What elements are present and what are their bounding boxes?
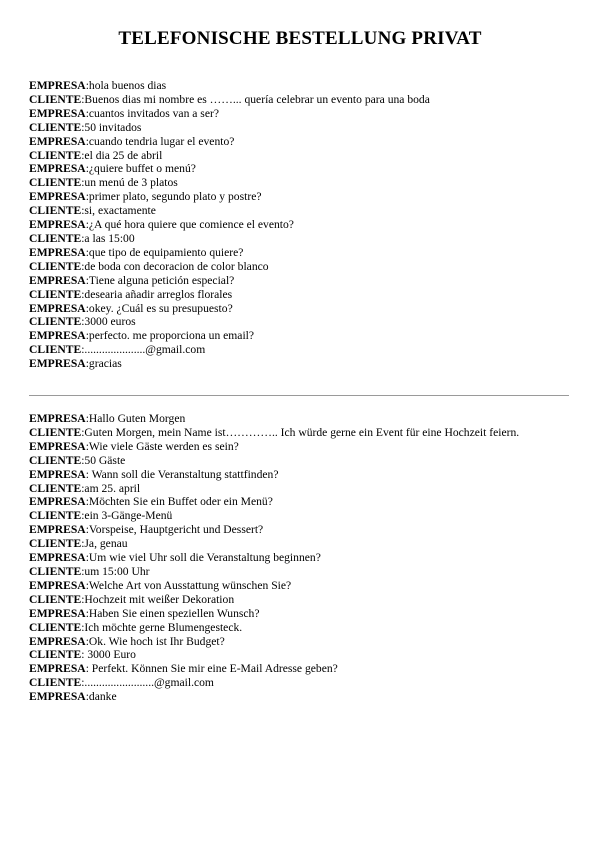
speaker-label: EMPRESA <box>29 523 86 537</box>
dialog-line <box>29 495 574 509</box>
speaker-label: EMPRESA <box>29 134 86 148</box>
utterance-text: :3000 euros <box>81 315 136 329</box>
speaker-label: CLIENTE <box>29 592 82 606</box>
speaker-label: EMPRESA <box>29 357 86 371</box>
dialog-line <box>29 107 574 121</box>
dialog-line <box>29 121 574 135</box>
dialog-line <box>29 509 574 523</box>
utterance-text: :desearia añadir arreglos florales <box>81 287 233 301</box>
utterance-text: :gracias <box>85 357 122 371</box>
utterance-text: :a las 15:00 <box>81 231 135 245</box>
dialog-line <box>29 260 574 274</box>
speaker-label: EMPRESA <box>29 79 86 92</box>
speaker-label: EMPRESA <box>29 578 86 592</box>
utterance-text: :Haben Sie einen speziellen Wunsch? <box>85 606 260 620</box>
dialog-line <box>29 662 574 676</box>
dialog-line <box>29 343 574 357</box>
utterance-text: :Ich möchte gerne Blumengesteck. <box>81 620 243 634</box>
speaker-label: CLIENTE <box>29 148 82 162</box>
dialog-line <box>29 440 574 454</box>
utterance-text: :Ok. Wie hoch ist Ihr Budget? <box>85 634 225 648</box>
speaker-label: CLIENTE <box>29 120 82 134</box>
speaker-label: EMPRESA <box>29 273 86 287</box>
dialog-line <box>29 523 574 537</box>
section-divider <box>29 395 569 396</box>
speaker-label: CLIENTE <box>29 648 82 662</box>
utterance-text: :okey. ¿Cuál es su presupuesto? <box>85 301 233 315</box>
utterance-text: :Um wie viel Uhr soll die Veranstaltung beginnen? <box>85 551 321 565</box>
speaker-label: EMPRESA <box>29 439 86 453</box>
utterance-text: :hola buenos dias <box>85 79 167 92</box>
speaker-label: EMPRESA <box>29 190 86 204</box>
speaker-label: CLIENTE <box>29 204 82 218</box>
speaker-label: CLIENTE <box>29 509 82 523</box>
utterance-text: :¿quiere buffet o menú? <box>85 162 196 176</box>
dialog-german <box>29 412 574 704</box>
dialog-line <box>29 468 574 482</box>
dialog-spanish <box>29 79 574 371</box>
utterance-text: :50 Gäste <box>81 453 126 467</box>
speaker-label: CLIENTE <box>29 620 82 634</box>
dialog-line <box>29 607 574 621</box>
speaker-label: CLIENTE <box>29 92 82 106</box>
dialog-line <box>29 274 574 288</box>
speaker-label: CLIENTE <box>29 343 82 357</box>
utterance-text: :.....................@gmail.com <box>81 343 206 357</box>
dialog-line <box>29 537 574 551</box>
utterance-text: :um 15:00 Uhr <box>81 564 150 578</box>
speaker-label: EMPRESA <box>29 162 86 176</box>
dialog-line <box>29 204 574 218</box>
utterance-text: :Vorspeise, Hauptgericht und Dessert? <box>85 523 264 537</box>
speaker-label: CLIENTE <box>29 564 82 578</box>
speaker-label: EMPRESA <box>29 245 86 259</box>
speaker-label: CLIENTE <box>29 287 82 301</box>
dialog-line <box>29 412 574 426</box>
utterance-text: :Tiene alguna petición especial? <box>85 273 235 287</box>
speaker-label: CLIENTE <box>29 453 82 467</box>
speaker-label: CLIENTE <box>29 176 82 190</box>
speaker-label: CLIENTE <box>29 259 82 273</box>
speaker-label: EMPRESA <box>29 551 86 565</box>
utterance-text: :perfecto. me proporciona un email? <box>85 329 255 343</box>
dialog-line <box>29 232 574 246</box>
dialog-line <box>29 648 574 662</box>
speaker-label: EMPRESA <box>29 301 86 315</box>
utterance-text: :Ja, genau <box>81 537 128 551</box>
dialog-line <box>29 149 574 163</box>
dialog-line <box>29 426 574 440</box>
utterance-text: :ein 3-Gänge-Menü <box>81 509 173 523</box>
utterance-text: :si, exactamente <box>81 204 156 218</box>
dialog-line <box>29 357 574 371</box>
speaker-label: CLIENTE <box>29 425 82 439</box>
dialog-line <box>29 246 574 260</box>
dialog-line <box>29 454 574 468</box>
speaker-label: CLIENTE <box>29 315 82 329</box>
speaker-label: EMPRESA <box>29 218 86 232</box>
utterance-text: :primer plato, segundo plato y postre? <box>85 190 262 204</box>
dialog-line <box>29 690 574 704</box>
utterance-text: :50 invitados <box>81 120 142 134</box>
dialog-line <box>29 579 574 593</box>
page-title: TELEFONISCHE BESTELLUNG PRIVAT <box>118 28 482 49</box>
utterance-text: : Perfekt. Können Sie mir eine E-Mail Adresse geben? <box>85 662 338 676</box>
utterance-text: :el dia 25 de abril <box>81 148 163 162</box>
dialog-line <box>29 176 574 190</box>
utterance-text: :Wie viele Gäste werden es sein? <box>85 439 239 453</box>
dialog-line <box>29 190 574 204</box>
utterance-text: :que tipo de equipamiento quiere? <box>85 245 244 259</box>
dialog-line <box>29 676 574 690</box>
speaker-label: CLIENTE <box>29 481 82 495</box>
speaker-label: EMPRESA <box>29 412 86 425</box>
utterance-text: :Welche Art von Ausstattung wünschen Sie? <box>85 578 292 592</box>
speaker-label: CLIENTE <box>29 231 82 245</box>
dialog-line <box>29 93 574 107</box>
speaker-label: EMPRESA <box>29 495 86 509</box>
utterance-text: : Wann soll die Veranstaltung stattfinden? <box>85 467 279 481</box>
speaker-label: EMPRESA <box>29 690 86 704</box>
dialog-line <box>29 593 574 607</box>
utterance-text: :cuantos invitados van a ser? <box>85 106 219 120</box>
dialog-line <box>29 482 574 496</box>
speaker-label: EMPRESA <box>29 606 86 620</box>
speaker-label: EMPRESA <box>29 106 86 120</box>
utterance-text: :¿A qué hora quiere que comience el evento? <box>85 218 294 232</box>
speaker-label: EMPRESA <box>29 467 86 481</box>
utterance-text: :Guten Morgen, mein Name ist………….. Ich würde gerne ein Event für eine Hochzeit feiern. <box>81 425 520 439</box>
utterance-text: :Möchten Sie ein Buffet oder ein Menü? <box>85 495 273 509</box>
utterance-text: :danke <box>85 690 117 704</box>
utterance-text: :Hallo Guten Morgen <box>85 412 186 425</box>
dialog-line <box>29 551 574 565</box>
speaker-label: CLIENTE <box>29 537 82 551</box>
dialog-line <box>29 635 574 649</box>
dialog-line <box>29 315 574 329</box>
dialog-line <box>29 162 574 176</box>
utterance-text: :Buenos dias mi nombre es ……... quería celebrar un evento para una boda <box>81 92 430 106</box>
dialog-line <box>29 302 574 316</box>
dialog-line <box>29 565 574 579</box>
utterance-text: :Hochzeit mit weißer Dekoration <box>81 592 235 606</box>
utterance-text: :un menú de 3 platos <box>81 176 178 190</box>
speaker-label: EMPRESA <box>29 329 86 343</box>
dialog-line <box>29 218 574 232</box>
dialog-line <box>29 79 574 93</box>
dialog-line <box>29 621 574 635</box>
dialog-line <box>29 288 574 302</box>
utterance-text: : 3000 Euro <box>81 648 136 662</box>
dialog-line <box>29 329 574 343</box>
speaker-label: CLIENTE <box>29 676 82 690</box>
speaker-label: EMPRESA <box>29 634 86 648</box>
utterance-text: :de boda con decoracion de color blanco <box>81 259 269 273</box>
dialog-line <box>29 135 574 149</box>
utterance-text: :cuando tendria lugar el evento? <box>85 134 235 148</box>
speaker-label: EMPRESA <box>29 662 86 676</box>
utterance-text: :am 25. april <box>81 481 141 495</box>
utterance-text: :........................@gmail.com <box>81 676 214 690</box>
